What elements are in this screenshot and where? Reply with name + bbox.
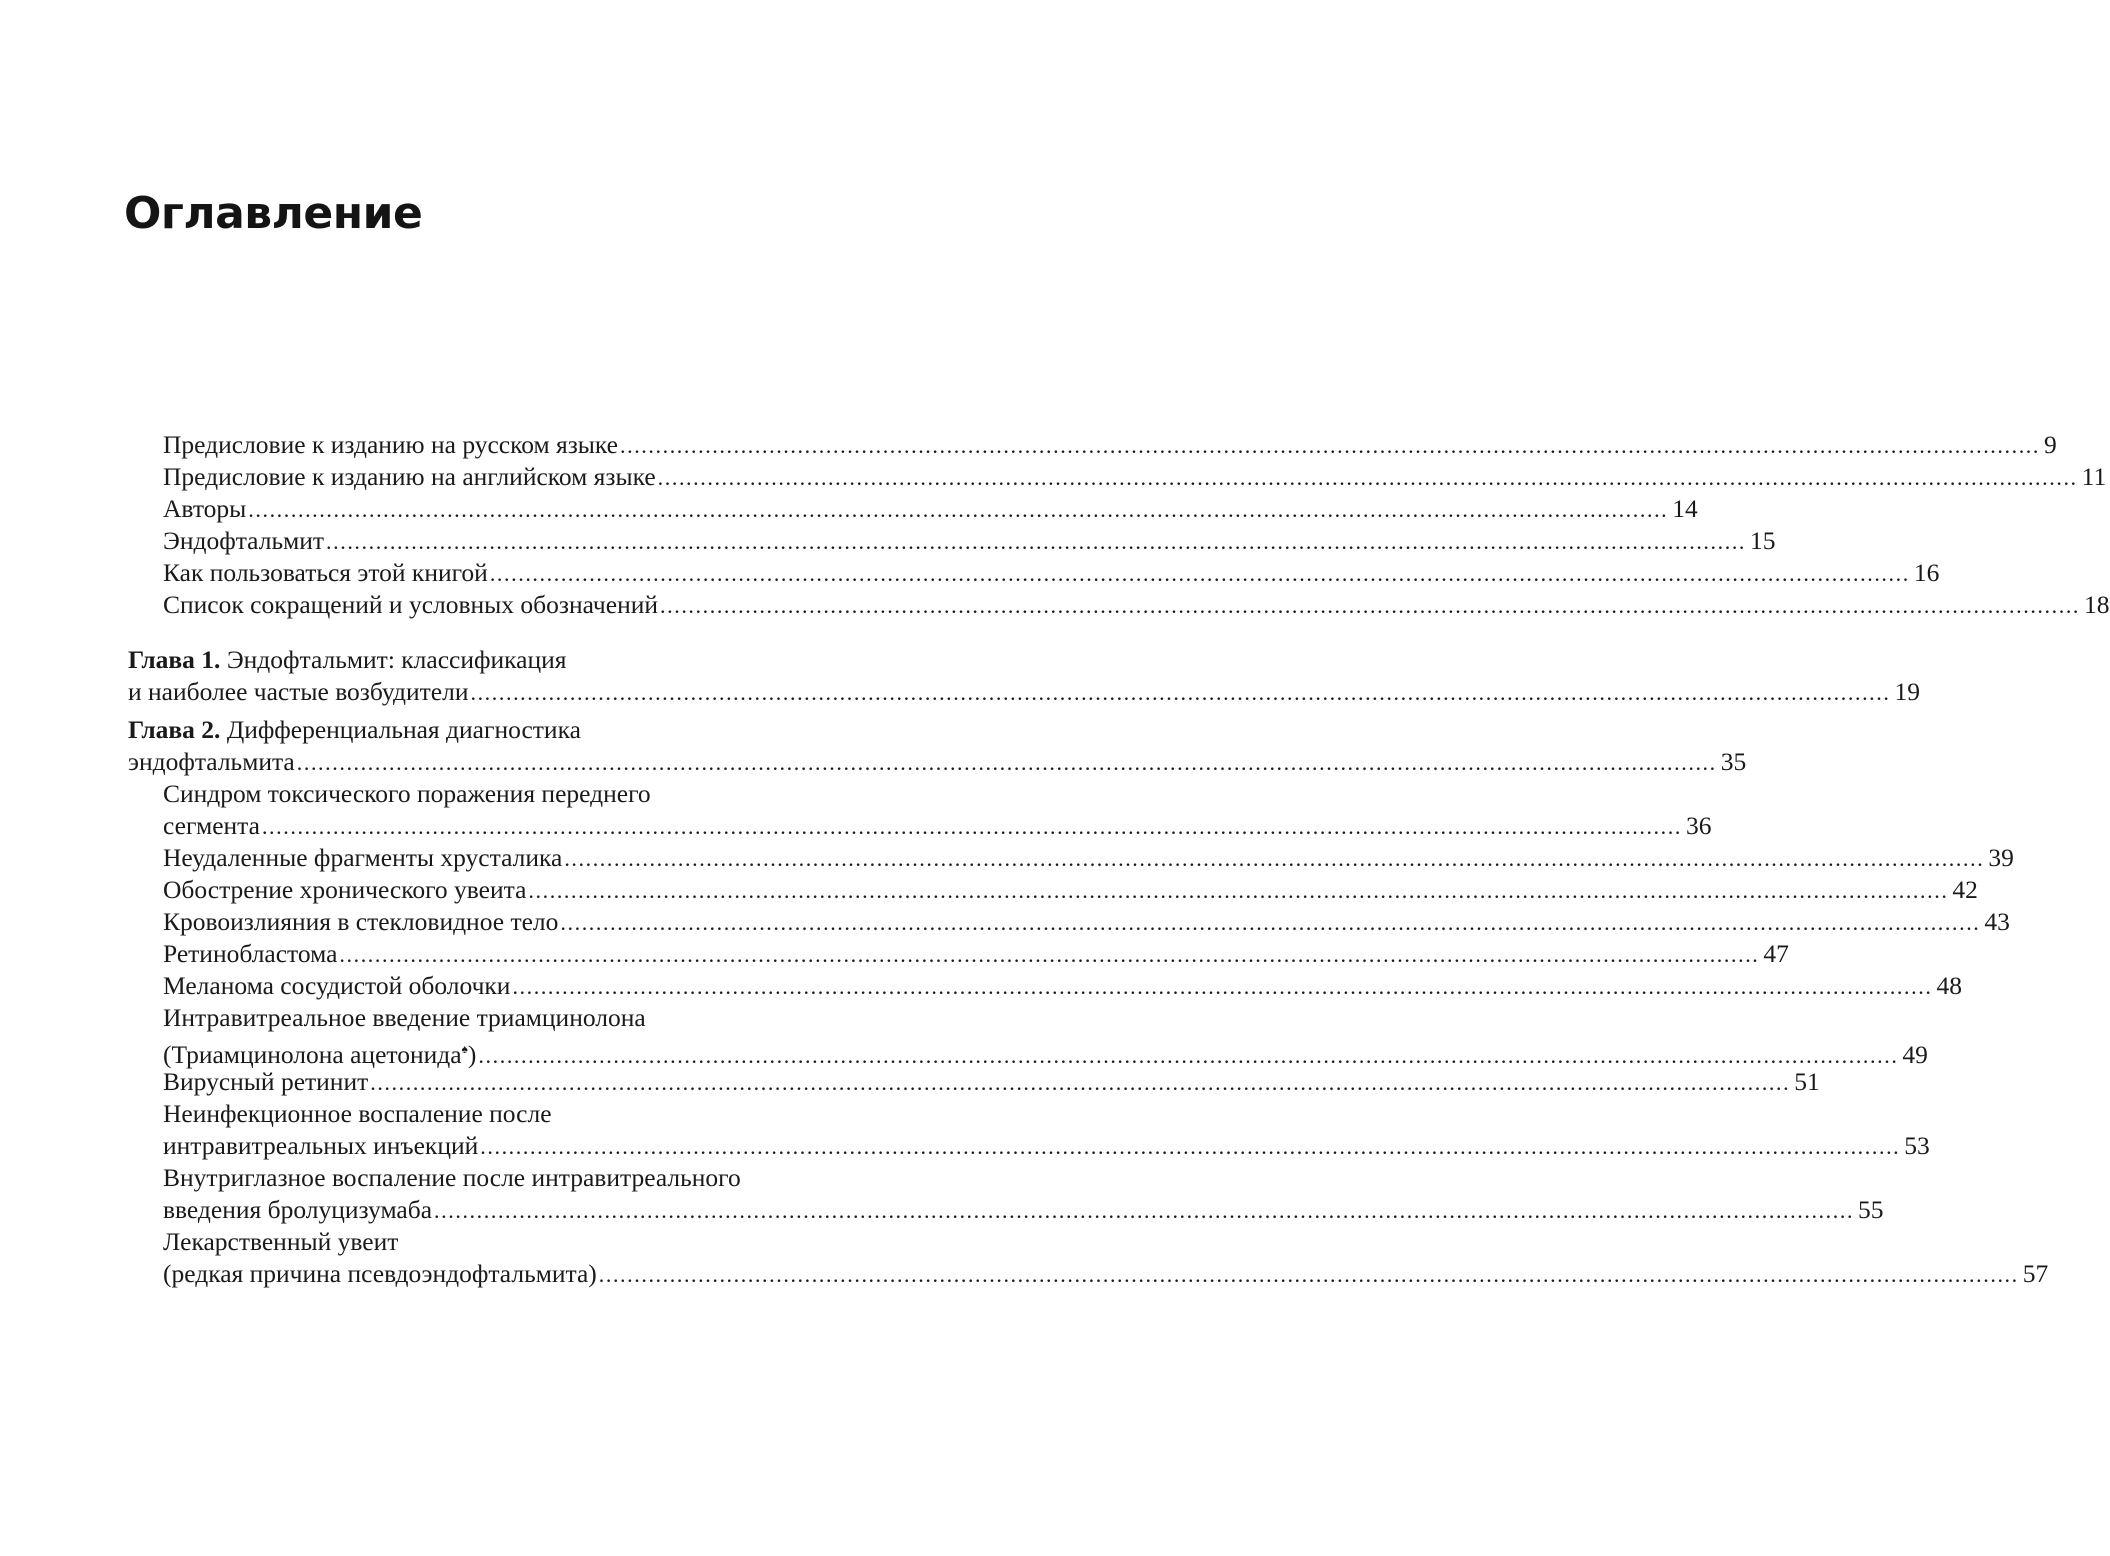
leader-dots: ........................................................................................................................................................................................................ [660,593,2081,618]
toc-entry-page: 47 [1763,939,1789,968]
toc-entry-title: интравитреальных инъекций [163,1131,479,1160]
toc-entry-title-text: (Триамцинолона ацетонида [163,1040,462,1069]
toc-entry-page: 48 [1936,971,1962,1000]
toc-entry-title: Эндофтальмит [163,526,325,555]
toc-entry-title: Меланома сосудистой оболочки [163,971,511,1000]
toc-entry-page: 57 [2022,1259,2049,1288]
toc-entry-title: сегмента [163,811,260,840]
toc-entry-title-line1: Синдром токсического поражения переднего [163,779,651,808]
toc-entry-page: 15 [1750,526,1776,555]
leader-dots: ........................................................................................................................................................................................................ [248,497,1669,522]
toc-entry[interactable] [128,746,1747,778]
toc-entry-page: 19 [1894,677,1920,706]
leader-dots: ........................................................................................................................................................................................................ [480,1134,1901,1159]
toc-entry[interactable] [163,1066,1820,1098]
toc-entry-page: 11 [2081,462,2107,491]
leader-dots: ........................................................................................................................................................................................................ [470,680,1891,705]
toc-entry[interactable] [128,676,1920,708]
toc-entry-page: 18 [2084,590,2110,619]
toc-entry[interactable] [163,906,2010,938]
leader-dots: ........................................................................................................................................................................................................ [370,1070,1791,1095]
toc-entry[interactable] [163,429,2057,461]
chapter-label: Глава 2. [128,715,221,744]
toc-entry[interactable] [163,525,1776,557]
toc-entry[interactable] [163,874,1978,906]
spade-mark-icon: ♠ [461,1042,468,1056]
toc-entry[interactable] [163,589,2110,621]
toc-entry-page: 9 [2044,430,2057,459]
toc-entry-title: Предисловие к изданию на английском языке [163,462,656,491]
toc-entry-title-line1: Внутриглазное воспаление после интравитреального [163,1163,741,1192]
leader-dots: ........................................................................................................................................................................................................ [478,1043,1899,1068]
toc-entry-page: 36 [1685,811,1712,840]
toc-entry[interactable] [163,1130,1930,1162]
leader-dots: ........................................................................................................................................................................................................ [620,433,2040,458]
toc-entry[interactable] [163,970,1962,1002]
toc-entry-title: Неудаленные фрагменты хрусталика [163,843,563,872]
toc-entry-title [163,1034,476,1070]
toc-entry-page: 42 [1952,875,1978,904]
toc-entry-page: 35 [1720,747,1747,776]
leader-dots: ........................................................................................................................................................................................................ [598,1262,2019,1287]
toc-entry-page: 43 [1984,907,2010,936]
leader-dots: ........................................................................................................................................................................................................ [339,942,1760,967]
toc-entry-title-line1: Лекарственный увеит [163,1227,399,1256]
toc-entry-page: 14 [1672,494,1698,523]
page-title: Оглавление [124,188,423,239]
toc-entry-page: 51 [1794,1067,1820,1096]
toc-entry-page: 53 [1904,1131,1930,1160]
chapter-label: Глава 1. [128,645,221,674]
toc-entry-title: (редкая причина псевдоэндофтальмита) [163,1259,597,1288]
toc-entry-title: Кровоизлияния в стекловидное тело [163,907,559,936]
toc-entry[interactable] [163,1194,1884,1226]
toc-entry-page: 39 [1988,843,2014,872]
leader-dots: ........................................................................................................................................................................................................ [528,878,1949,903]
toc-entry-title: Обострение хронического увеита [163,875,527,904]
toc-entry-title-end: ) [467,1040,477,1069]
toc-entry-title-line1: Неинфекционное воспаление после [163,1099,552,1128]
toc-entry-title-line1: Интравитреальное введение триамцинолона [163,1003,646,1032]
toc-entry-title: Ретинобластома [163,939,338,968]
chapter-heading[interactable] [128,714,581,745]
toc-entry-page: 49 [1902,1040,1928,1069]
leader-dots: ........................................................................................................................................................................................................ [296,750,1717,775]
toc-entry-title: эндофтальмита [128,747,295,776]
toc-entry[interactable] [163,1258,2049,1290]
leader-dots: ........................................................................................................................................................................................................ [261,814,1682,839]
toc-entry[interactable] [163,842,2014,874]
leader-dots: ........................................................................................................................................................................................................ [657,465,2078,490]
leader-dots: ........................................................................................................................................................................................................ [434,1198,1855,1223]
chapter-title: Дифференциальная диагностика [220,715,581,744]
leader-dots: ........................................................................................................................................................................................................ [560,910,1981,935]
toc-entry-title: Список сокращений и условных обозначений [163,590,659,619]
toc-entry[interactable] [163,938,1789,970]
toc-entry-title: Авторы [163,494,247,523]
toc-entry[interactable] [163,461,2107,493]
chapter-heading[interactable] [128,644,567,675]
toc-entry[interactable] [163,810,1712,842]
toc-entry-title: введения бролуцизумаба [163,1195,433,1224]
toc-entry[interactable] [163,493,1698,525]
leader-dots: ........................................................................................................................................................................................................ [489,561,1910,586]
chapter-title: Эндофтальмит: классификация [220,645,567,674]
toc-entry-title: Вирусный ретинит [163,1067,369,1096]
toc-entry-page: 55 [1858,1195,1884,1224]
leader-dots: ........................................................................................................................................................................................................ [564,846,1985,871]
leader-dots: ........................................................................................................................................................................................................ [512,974,1933,999]
toc-entry-page: 16 [1913,558,1940,587]
leader-dots: ........................................................................................................................................................................................................ [326,529,1747,554]
toc-entry[interactable] [163,557,1940,589]
toc-entry-title: и наиболее частые возбудители [128,677,469,706]
toc-entry-title: Предисловие к изданию на русском языке [163,430,618,459]
toc-entry-title: Как пользоваться этой книгой [163,558,488,587]
